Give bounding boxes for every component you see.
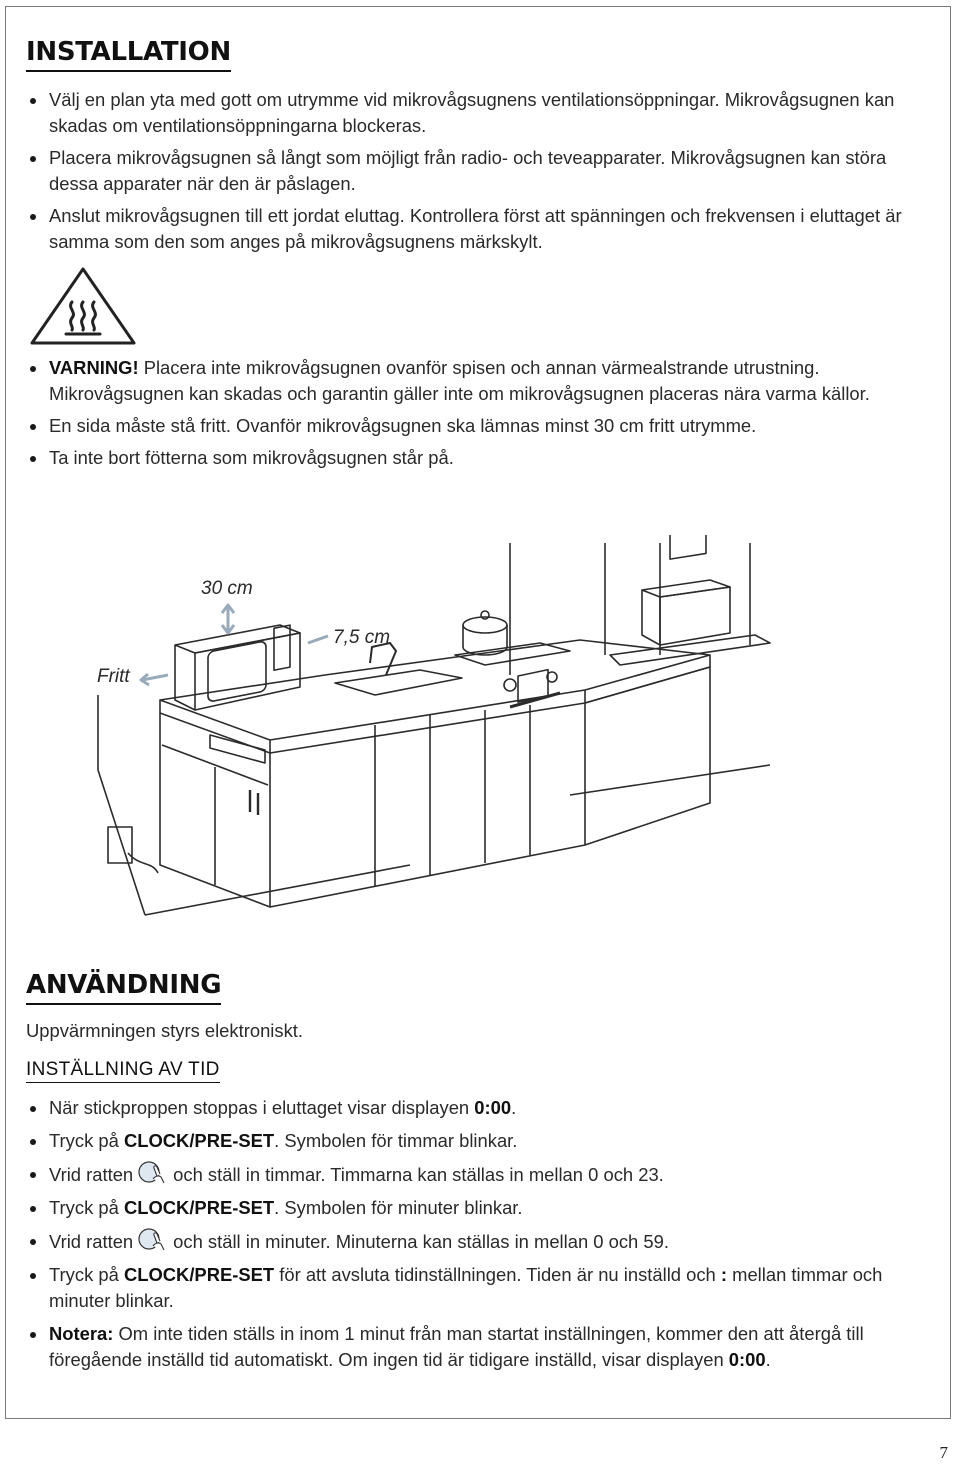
list-item: Välj en plan yta med gott om utrymme vid mikrovågsugnens ventilationsöppningar. Mikrovågsugnen kan skadas om ventilationsöppningarna blockeras. <box>26 87 926 139</box>
microwave-counter <box>175 625 300 710</box>
step-text: Om inte tiden ställs in inom 1 minut från man startat inställningen, kommer den att återgå till föregående inställd tid automatiskt. Om ingen tid är tidigare inställd, visar displayen <box>49 1323 864 1370</box>
list-item: Anslut mikrovågsugnen till ett jordat eluttag. Kontrollera först att spänningen och frekvensen i eluttaget är samma som den som anges på mikrovågsugnens märkskylt. <box>26 203 926 255</box>
step-text: . <box>765 1349 771 1370</box>
free-side-label: Fritt <box>97 666 130 687</box>
list-item: Placera mikrovågsugnen så långt som möjligt från radio- och teveapparater. Mikrovågsugnen kan störa dessa apparater när den är påslagen. <box>26 145 926 197</box>
step-text: Tryck på <box>49 1264 124 1285</box>
oven-knob <box>504 679 516 691</box>
step-text: Tryck på <box>49 1130 124 1151</box>
colon-symbol: : <box>720 1264 728 1285</box>
list-item <box>26 355 926 407</box>
kitchen-illustration <box>90 535 790 935</box>
display-value: 0:00 <box>728 1349 766 1370</box>
display-value: 0:00 <box>474 1097 512 1118</box>
usage-intro: Uppvärmningen styrs elektroniskt. <box>26 1020 303 1041</box>
list-item: Ta inte bort fötterna som mikrovågsugnen står på. <box>26 445 926 471</box>
list-item <box>26 1195 906 1221</box>
warning-text: Placera inte mikrovågsugnen ovanför spisen och annan värmealstrande utrustning. Mikrovågsugnen kan skadas och garantin gäller inte om mikrovågsugnen placeras nära varma källor. <box>49 357 870 404</box>
step-text: . Symbolen för timmar blinkar. <box>274 1130 518 1151</box>
step-text: När stickproppen stoppas i eluttaget visar displayen <box>49 1097 475 1118</box>
step-text: Vrid ratten <box>49 1231 134 1252</box>
microwave-window-sill <box>642 535 730 645</box>
warning-list <box>26 355 926 477</box>
step-text: Vrid ratten <box>49 1164 134 1185</box>
step-text: . Symbolen för minuter blinkar. <box>274 1197 523 1218</box>
step-text: för att avsluta tidinställningen. Tiden är nu inställd och <box>274 1264 721 1285</box>
rotary-knob-icon <box>135 1228 171 1252</box>
list-item: En sida måste stå fritt. Ovanför mikrovågsugnen ska lämnas minst 30 cm fritt utrymme. <box>26 413 926 439</box>
step-text: mellan timmar och minuter blinkar. <box>49 1264 883 1311</box>
clearance-top-label: 30 cm <box>201 578 253 599</box>
list-item <box>26 1262 906 1314</box>
time-setting-steps <box>26 1095 906 1380</box>
warning-label: VARNING! <box>49 357 139 378</box>
rotary-knob-icon <box>135 1161 171 1185</box>
countertop-edge <box>160 655 710 753</box>
usage-heading: ANVÄNDNING <box>26 970 221 1005</box>
step-text: . <box>511 1097 517 1118</box>
sink <box>335 670 462 695</box>
step-text: Tryck på <box>49 1197 124 1218</box>
clearance-side-label: 7,5 cm <box>333 627 391 648</box>
wall-corner <box>98 695 145 915</box>
list-item <box>26 1161 906 1188</box>
button-name: CLOCK/PRE-SET <box>123 1264 275 1285</box>
hot-surface-warning-icon <box>28 266 138 346</box>
button-name: CLOCK/PRE-SET <box>123 1197 275 1218</box>
installation-list <box>26 87 926 261</box>
note-label: Notera: <box>49 1323 114 1344</box>
oven-unit <box>585 667 710 845</box>
page-number: 7 <box>939 1443 948 1462</box>
wall-socket <box>108 827 132 863</box>
step-text: och ställ in minuter. Minuterna kan ställas in mellan 0 och 59. <box>173 1231 669 1252</box>
list-item <box>26 1228 906 1255</box>
list-item <box>26 1128 906 1154</box>
button-name: CLOCK/PRE-SET <box>123 1130 275 1151</box>
list-item <box>26 1321 906 1373</box>
installation-heading: INSTALLATION <box>26 37 231 72</box>
floor-line <box>145 865 410 915</box>
time-setting-subheading: INSTÄLLNING AV TID <box>26 1059 220 1083</box>
step-text: och ställ in timmar. Timmarna kan ställas in mellan 0 och 23. <box>173 1164 664 1185</box>
list-item <box>26 1095 906 1121</box>
base-cabinets <box>270 703 585 907</box>
floor-line <box>570 765 770 795</box>
